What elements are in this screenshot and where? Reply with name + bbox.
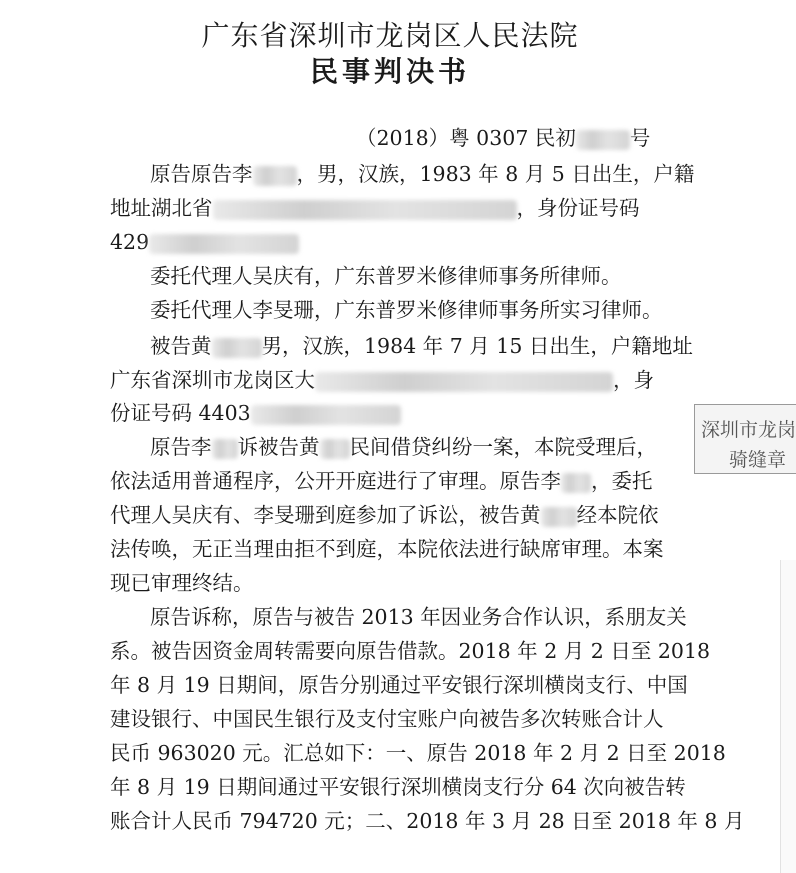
redaction [315, 372, 613, 392]
text-segment: 原告原告李 [150, 162, 253, 186]
claim-line-6: 年 8 月 19 日期间通过平安银行深圳横岗支行分 64 次向被告转 [110, 775, 686, 799]
text-segment: 429 [110, 230, 150, 254]
agent-2-line: 委托代理人李旻珊，广东普罗米修律师事务所实习律师。 [150, 298, 663, 322]
case-number [356, 128, 650, 150]
defendant-line-2 [110, 370, 654, 392]
agent-1-line: 委托代理人吴庆有，广东普罗米修律师事务所律师。 [150, 264, 622, 288]
defendant-line-1 [150, 336, 693, 358]
procedure-line-2 [110, 471, 653, 493]
text-segment: 经本院依 [576, 503, 659, 527]
redaction [212, 338, 262, 358]
text-segment: 地址湖北省 [110, 196, 213, 220]
plaintiff-line-2 [110, 198, 640, 220]
case-number-suffix: 号 [629, 126, 651, 150]
defendant-line-3 [110, 403, 401, 425]
seal-text-1: 深圳市龙岗 [701, 419, 796, 441]
procedure-line-4: 法传唤，无正当理由拒不到庭，本院依法进行缺席审理。本案 [110, 537, 664, 561]
procedure-line-3 [110, 505, 659, 527]
text-segment: ，男，汉族，1983 年 8 月 5 日出生，户籍 [296, 162, 695, 186]
claim-line-2: 系。被告因资金周转需要向原告借款。2018 年 2 月 2 日至 2018 [110, 639, 711, 663]
seam-seal-stamp [694, 404, 796, 474]
procedure-line-5: 现已审理终结。 [110, 571, 254, 595]
text-segment: ，委托 [591, 469, 653, 493]
text-segment: 男，汉族，1984 年 7 月 15 日出生，户籍地址 [261, 334, 693, 358]
redaction [320, 439, 350, 459]
text-segment: 份证号码 4403 [110, 401, 251, 425]
text-segment: ，身 [613, 368, 654, 392]
text-segment: 广东省深圳市龙岗区大 [110, 368, 315, 392]
redaction [541, 507, 577, 527]
claim-line-7: 账合计人民币 794720 元；二、2018 年 3 月 28 日至 2018 年 8 月 [110, 809, 745, 833]
text-segment: ，身份证号码 [516, 196, 640, 220]
redaction [561, 473, 591, 493]
claim-line-1: 原告诉称，原告与被告 2013 年因业务合作认识，系朋友关 [150, 605, 687, 629]
plaintiff-line-3 [110, 232, 299, 254]
redaction [149, 234, 299, 254]
redaction [212, 439, 238, 459]
plaintiff-line-1 [150, 164, 694, 186]
text-segment: 代理人吴庆有、李旻珊到庭参加了诉讼，被告黄 [110, 503, 541, 527]
procedure-line-1 [150, 437, 657, 459]
text-segment: 被告黄 [150, 334, 212, 358]
redaction [253, 166, 297, 186]
claim-line-3: 年 8 月 19 日期间，原告分别通过平安银行深圳横岗支行、中国 [110, 673, 688, 697]
text-segment: 民间借贷纠纷一案，本院受理后， [349, 435, 657, 459]
redaction [576, 130, 630, 150]
redaction [251, 405, 401, 425]
text-segment: 诉被告黄 [237, 435, 320, 459]
document-title: 民事判决书 [309, 55, 470, 88]
court-name: 广东省深圳市龙岗区人民法院 [201, 21, 579, 52]
text-segment: 原告李 [150, 435, 212, 459]
claim-line-5: 民币 963020 元。汇总如下：一、原告 2018 年 2 月 2 日至 2018 [110, 741, 726, 765]
text-segment: 依法适用普通程序，公开开庭进行了审理。原告李 [110, 469, 561, 493]
claim-line-4: 建设银行、中国民生银行及支付宝账户向被告多次转账合计人 [110, 707, 664, 731]
redaction [213, 200, 517, 220]
page-edge [780, 560, 796, 873]
case-number-prefix: （2018）粤 0307 民初 [356, 126, 576, 150]
seal-text-2: 骑缝章 [729, 449, 787, 471]
